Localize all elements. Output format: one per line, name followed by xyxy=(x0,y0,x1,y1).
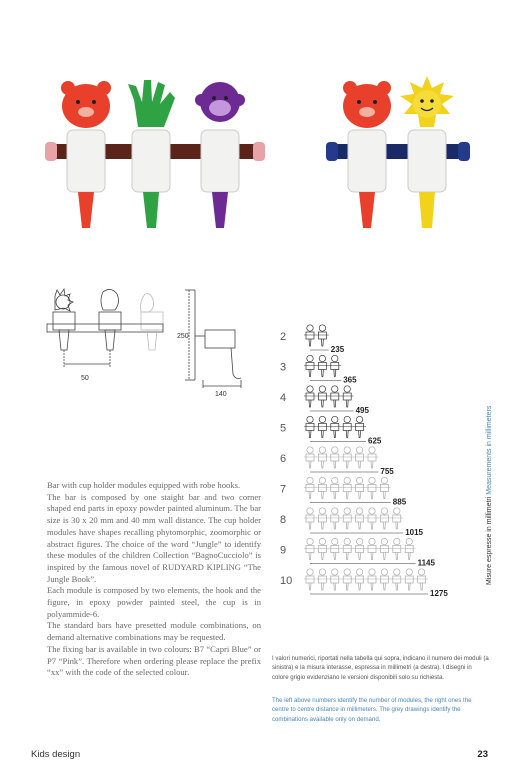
module-icon xyxy=(306,447,314,468)
module-icon xyxy=(368,447,376,468)
module-icon xyxy=(343,477,351,498)
module-icon xyxy=(380,569,388,590)
product-description xyxy=(47,480,261,679)
module-icon xyxy=(343,538,351,559)
combinations-table xyxy=(278,318,478,598)
product-photo-two-modules xyxy=(322,72,472,234)
module-icon xyxy=(343,416,351,437)
module-icon xyxy=(318,508,326,529)
module-icon xyxy=(368,477,376,498)
module-count: 7 xyxy=(280,483,287,496)
module-icon xyxy=(331,508,339,529)
description-paragraph: Each module is composed by two elements, the hook and the figure, in epoxy powder painted steel, the cup is in polyammide-6. xyxy=(47,585,261,619)
dimension-module-spacing: 50 xyxy=(81,375,89,382)
module-icon xyxy=(318,416,326,437)
combination-row xyxy=(280,416,382,445)
module-icon xyxy=(405,538,413,559)
distance-value: 1145 xyxy=(417,558,435,568)
module-icon xyxy=(318,447,326,468)
note-english: The left above numbers identify the number of modules, the right ones the centre to centre distance in millimeters. The grey drawings identify the combinations available only on demand. xyxy=(272,697,472,723)
distance-value: 235 xyxy=(330,345,345,354)
description-paragraph: The bar is composed by one staight bar and two corner shaped end parts in epoxy powder painted aluminum. The bar size is 30 x 20 mm and 40 mm wall distance. The cup holder modules have shapes recalling phytomorphic, zoomorphic or abstract figures. The choice of the word “Jungle” to identify these modules of the children Collection “BagnoCucciolo” is inspired by the famous novel of RUDYARD KIPLING “The Jungle Book”. xyxy=(47,491,261,584)
dimension-height: 250 xyxy=(177,333,189,340)
distance-value: 1275 xyxy=(430,589,448,598)
monkey-figure xyxy=(195,82,245,228)
module-icon xyxy=(368,508,376,529)
technical-drawing-front xyxy=(45,288,165,388)
module-icon xyxy=(393,569,401,590)
module-icon xyxy=(380,508,388,529)
dimension-depth: 140 xyxy=(215,391,227,398)
module-icon xyxy=(331,386,339,407)
module-icon xyxy=(331,355,339,376)
measurements-label-english: Measurements in millimeters xyxy=(486,405,493,495)
combination-row xyxy=(280,447,394,476)
note-italian: I valori numerici, riportati nella tabella qui sopra, indicano il numero dei moduli (a sinistra) e la misura interasse, espressa in millimetri (a destra). I disegni in colore grigio evidenziano le versioni disponibili solo su richiesta. xyxy=(272,655,489,681)
measurements-label-italian: Misure espresse in millimetri xyxy=(486,496,493,585)
module-icon xyxy=(306,386,314,407)
module-icon xyxy=(343,569,351,590)
distance-value: 1015 xyxy=(405,528,423,537)
footer-section: Kids design xyxy=(31,749,81,760)
module-icon xyxy=(356,538,364,559)
module-icon xyxy=(306,325,314,346)
page-number: 23 xyxy=(477,749,488,760)
module-icon xyxy=(318,386,326,407)
technical-drawing-side xyxy=(175,288,255,398)
module-count: 3 xyxy=(280,361,287,374)
module-count: 6 xyxy=(280,453,287,465)
module-icon xyxy=(356,569,364,590)
module-icon xyxy=(318,355,326,376)
module-count: 4 xyxy=(280,392,287,404)
combination-row xyxy=(280,477,407,506)
distance-value: 625 xyxy=(368,436,382,446)
module-icon xyxy=(418,569,426,590)
module-icon xyxy=(368,538,376,559)
module-icon xyxy=(331,416,339,437)
module-icon xyxy=(393,508,401,529)
module-icon xyxy=(306,569,314,590)
combination-row xyxy=(280,386,369,415)
module-icon xyxy=(368,569,376,590)
distance-value: 755 xyxy=(380,467,394,476)
bear-figure xyxy=(61,81,111,228)
module-count: 5 xyxy=(280,422,287,435)
module-icon xyxy=(343,386,351,407)
module-icon xyxy=(306,416,314,437)
distance-value: 365 xyxy=(343,375,357,385)
module-icon xyxy=(306,477,314,498)
product-photo-three-modules xyxy=(40,72,272,234)
combination-row xyxy=(280,325,345,354)
sun-figure xyxy=(400,76,454,228)
module-icon xyxy=(318,538,326,559)
module-icon xyxy=(318,569,326,590)
module-icon xyxy=(306,355,314,376)
module-icon xyxy=(331,447,339,468)
hand-figure xyxy=(128,80,175,228)
module-icon xyxy=(356,416,364,437)
module-icon xyxy=(380,538,388,559)
module-count: 10 xyxy=(280,575,293,587)
description-paragraph: Bar with cup holder modules equipped with robe hooks. xyxy=(47,480,241,490)
combination-row xyxy=(280,538,436,567)
module-icon xyxy=(331,477,339,498)
module-icon xyxy=(356,477,364,498)
module-count: 8 xyxy=(280,514,287,526)
combination-row xyxy=(280,569,448,598)
module-count: 2 xyxy=(280,331,287,343)
distance-value: 885 xyxy=(392,497,407,507)
bear-figure xyxy=(343,81,391,228)
module-icon xyxy=(318,477,326,498)
module-icon xyxy=(356,447,364,468)
module-icon xyxy=(318,325,326,346)
module-icon xyxy=(306,538,314,559)
module-icon xyxy=(343,447,351,468)
module-icon xyxy=(331,538,339,559)
module-icon xyxy=(343,508,351,529)
description-paragraph: The fixing bar is available in two colours: B7 “Capri Blue” or P7 “Pink”. Therefore when ordering please replace the prefix “xx” with the code of the selected colour. xyxy=(47,643,261,678)
combination-row xyxy=(280,508,424,537)
measurements-label xyxy=(486,406,493,585)
module-icon xyxy=(405,569,413,590)
module-icon xyxy=(306,508,314,529)
module-icon xyxy=(393,538,401,559)
combination-row xyxy=(280,355,357,384)
module-icon xyxy=(380,477,388,498)
module-count: 9 xyxy=(280,544,287,557)
module-icon xyxy=(331,569,339,590)
description-paragraph: The standard bars have presetted module combinations, on demand alternative combinations may be requested. xyxy=(47,620,261,643)
module-icon xyxy=(356,508,364,529)
distance-value: 495 xyxy=(355,406,369,415)
